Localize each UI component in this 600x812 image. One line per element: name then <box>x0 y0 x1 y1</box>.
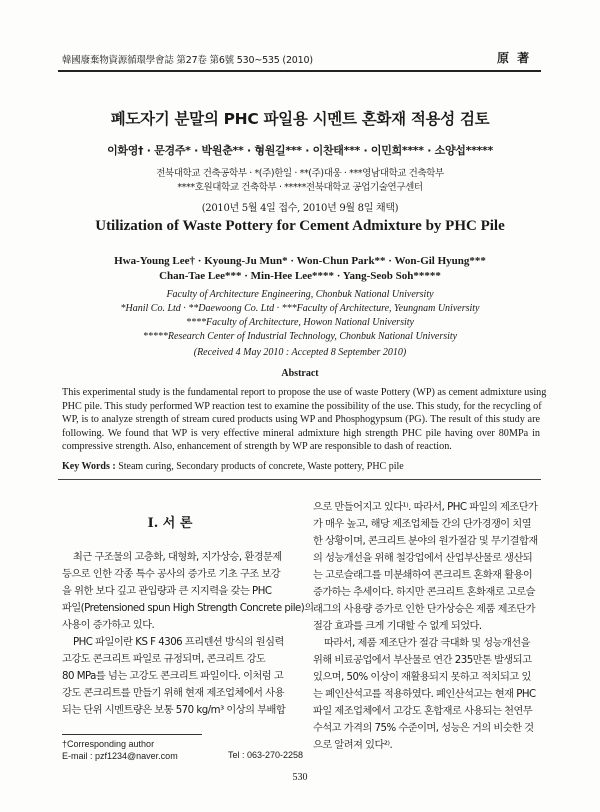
english-affiliation-line: *Hanil Co. Ltd · **Daewoong Co. Ltd · ***Faculty of Architecture, Yeungnam University <box>120 303 480 314</box>
english-title: Utilization of Waste Pottery for Cement Admixture by PHC Pile <box>95 218 505 234</box>
korean-affiliation-line: ****호원대학교 건축학부 · *****전북대학교 공업기술연구센터 <box>177 182 423 193</box>
korean-title: 폐도자기 분말의 PHC 파일용 시멘트 혼화재 적용성 검토 <box>110 110 490 128</box>
body-column-right <box>313 499 543 754</box>
abstract-line: PHC pile. This study performed WP reaction test to examine the possibility of the use. This study, for the recycling of <box>62 400 542 412</box>
section-heading-introduction: I. 서 론 <box>147 516 193 531</box>
body-line: 강도 콘크리트를 만들기 위해 현재 제조업체에서 사용 <box>62 688 284 699</box>
body-line: 등으로 인한 각종 특수 공사의 증가로 기초 구조 보강 <box>62 569 281 580</box>
body-line: 으로 알려져 있다²⁾. <box>313 740 393 751</box>
korean-authors: 이화영† · 문경주* · 박원춘** · 형원길*** · 이찬태*** · 이민희**** · 소양섭***** <box>107 144 493 157</box>
body-line: 는 고로슬래그를 미분쇄하여 콘크리트 혼화재 활용이 <box>313 570 533 581</box>
page-number: 530 <box>292 772 308 783</box>
footnote <box>62 738 178 762</box>
body-line: 으로 만들어지고 있다¹⁾. 따라서, PHC 파일의 제조단가 <box>313 502 538 513</box>
abstract-body <box>62 386 547 454</box>
abstract-line: compressive strength. Also, enhancement of strength by WP are responsible to dash of reaction. <box>62 441 452 453</box>
keywords-list: Steam curing, Secondary products of concrete, Waste pottery, PHC pile <box>118 461 404 472</box>
body-line: 파일 제조업체에서 고강도 혼합재로 사용되는 천연무 <box>313 706 533 717</box>
abstract-heading: Abstract <box>281 368 319 379</box>
body-line: 고강도 콘크리트 파일로 규정되며, 콘크리트 강도 <box>62 654 266 665</box>
english-affiliation-line: *****Research Center of Industrial Technology, Chonbuk National University <box>142 331 458 342</box>
body-line: 최근 구조물의 고층화, 대형화, 지가상승, 환경문제 <box>73 552 282 563</box>
body-line: 되는 단위 시멘트량은 보통 570 kg/m³ 이상의 부배합 <box>62 705 286 716</box>
body-line: PHC 파일이란 KS F 4306 프리텐션 방식의 원심력 <box>73 637 284 648</box>
english-authors-line: Hwa-Young Lee† · Kyoung-Ju Mun* · Won-Chun Park** · Won-Gil Hyung*** <box>114 255 486 267</box>
header-rule <box>58 70 541 72</box>
journal-citation: 韓國廢棄物資源循環學會誌 第27卷 第6號 530~535 (2010) <box>62 55 313 66</box>
body-line: 한 상황이며, 콘크리트 분야의 원가절감 및 무기결합재 <box>313 536 538 547</box>
english-authors-line: Chan-Tae Lee*** · Min-Hee Lee**** · Yang-Seob Soh***** <box>159 270 441 282</box>
english-affiliation-line: Faculty of Architecture Engineering, Chonbuk National University <box>166 289 434 300</box>
corresponding-telephone: Tel : 063-270-2258 <box>228 750 304 760</box>
english-received-dates: (Received 4 May 2010 : Accepted 8 September 2010) <box>193 347 407 358</box>
english-affiliation-line: ****Faculty of Architecture, Howon National University <box>186 317 414 328</box>
abstract-line: WP, is to analyze strength of stream cured products using WP and Phosphogypsum (PG). The result of this study are <box>62 414 540 426</box>
footnote-rule <box>62 734 202 735</box>
body-line: 수석고 가격의 75% 수준이며, 성능은 거의 비슷한 것 <box>313 723 534 734</box>
section-divider <box>58 479 541 480</box>
keywords-label: Key Words : <box>62 461 116 472</box>
body-line: 사용이 증가하고 있다. <box>62 620 155 631</box>
body-line: 가 매우 높고, 해당 제조업체들 간의 단가경쟁이 치열 <box>313 519 532 530</box>
body-line: 80 MPa를 넘는 고강도 콘크리트 파일이다. 이처럼 고 <box>62 671 284 682</box>
body-column-left <box>62 549 314 719</box>
body-line: 을 위한 보다 깊고 관입량과 큰 지지력을 갖는 PHC <box>62 586 272 597</box>
body-line: 는 폐인산석고를 적용하였다. 폐인산석고는 현재 PHC <box>313 689 536 700</box>
body-line: 절감 효과를 크게 기대할 수 없게 되었다. <box>313 621 482 632</box>
keywords <box>62 461 404 472</box>
korean-received-dates: (2010년 5월 4일 접수, 2010년 9월 8일 채택) <box>201 203 399 214</box>
body-line: 있으며, 50% 이상이 재활용되지 못하고 적치되고 있 <box>313 672 531 683</box>
body-line: 의 성능개선을 위해 철강업에서 산업부산물로 생산되 <box>313 553 533 564</box>
corresponding-email: E-mail : pzf1234@naver.com <box>62 751 178 761</box>
corresponding-author-label: †Corresponding author <box>62 739 155 749</box>
body-line: 파일(Pretensioned spun High Strength Concrete pile)의 <box>62 603 314 614</box>
abstract-line: following. We found that WP is very effective mineral admixture high strength PHC pile having over 80MPa in <box>62 427 540 439</box>
article-type-badge: 原 著 <box>497 51 532 65</box>
body-line: 따라서, 제품 제조단가 절감 극대화 및 성능개선을 <box>324 638 530 649</box>
body-line: 증가하는 추세이다. 하지만 콘크리트 혼화재로 고로슬 <box>313 587 535 598</box>
korean-affiliation-line: 전북대학교 건축공학부 · *(주)한일 · **(주)대웅 · ***영남대학교 건축학부 <box>156 168 444 179</box>
body-line: 래그의 사용량 증가로 인한 단가상승은 제품 제조단가 <box>313 604 535 615</box>
body-line: 위해 비료공업에서 부산물로 연간 235만톤 발생되고 <box>313 655 532 666</box>
abstract-line: This experimental study is the fundamental report to propose the use of waste Pottery (WP) as cement admixture using <box>62 387 547 398</box>
